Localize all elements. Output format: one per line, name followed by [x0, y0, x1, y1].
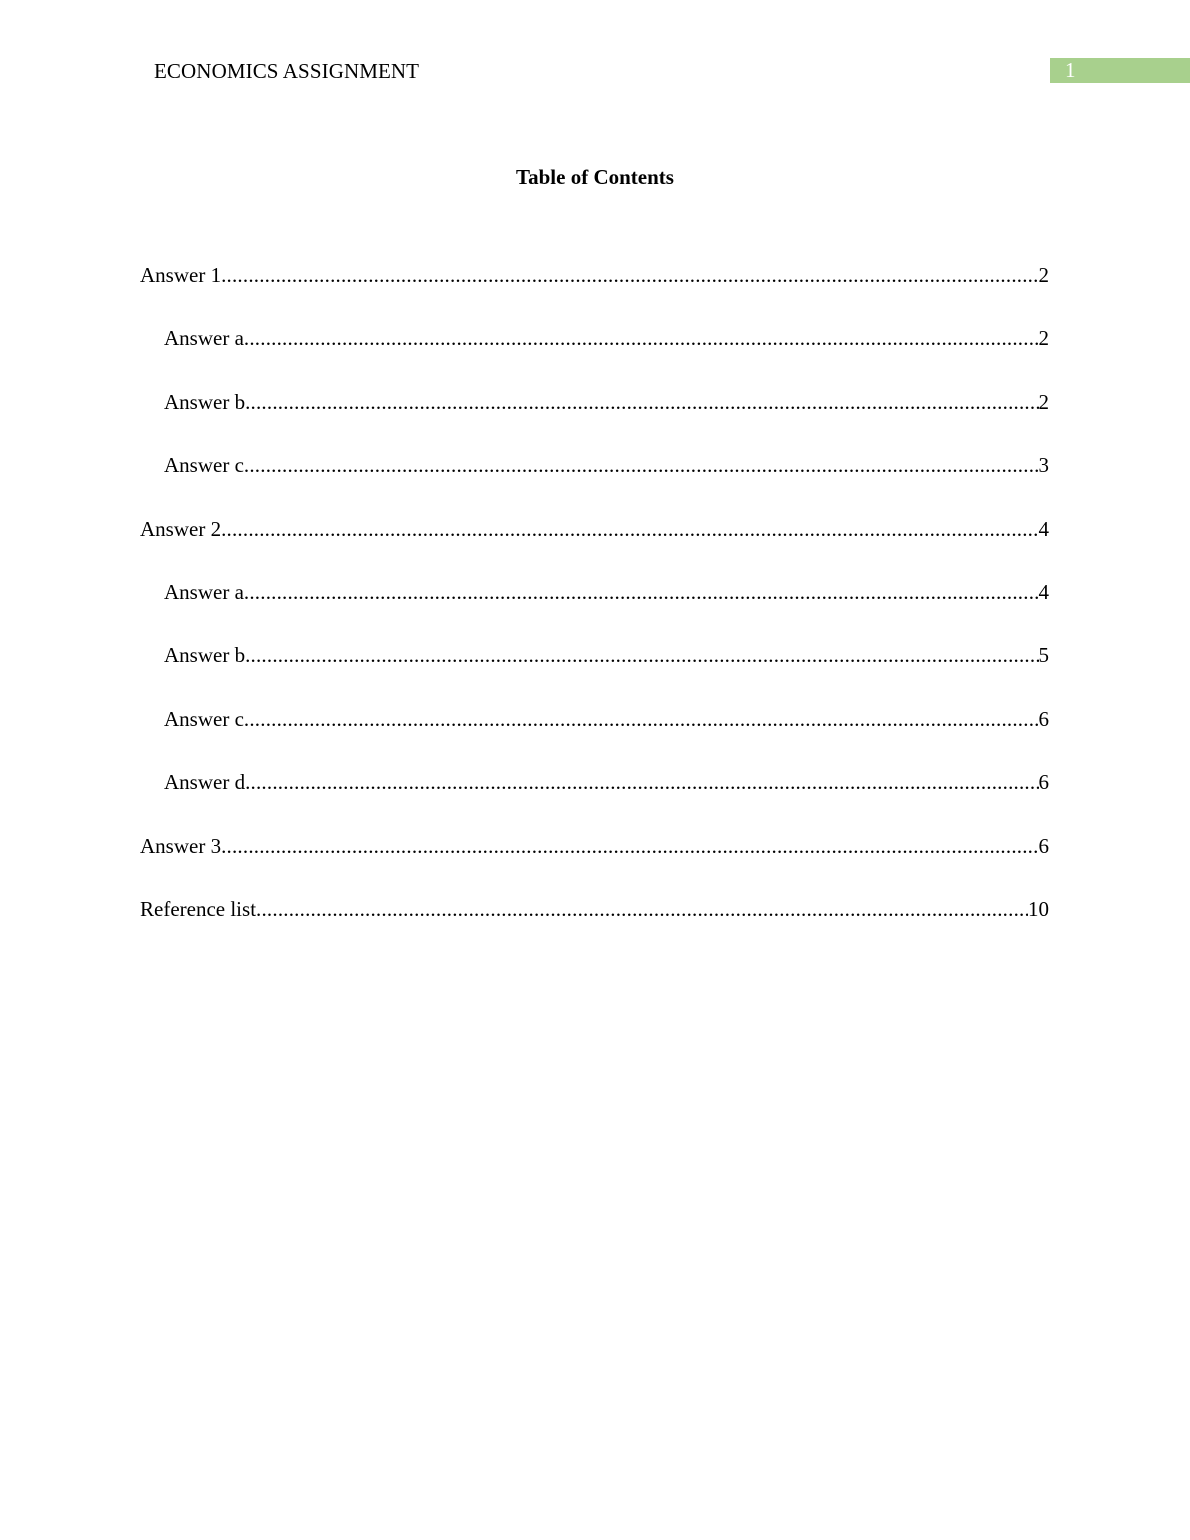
toc-entry-label: Answer 2: [140, 516, 222, 541]
toc-entry-label: Answer c: [164, 706, 244, 731]
toc-entry-answer-1c[interactable]: [140, 452, 1049, 515]
toc-entry-page: 6: [1038, 706, 1049, 731]
toc-entry-label: Answer b: [164, 643, 246, 668]
page-number: 1: [1065, 58, 1076, 82]
toc-dot-leader: [256, 896, 1028, 922]
toc-entry-page: 10: [1028, 896, 1049, 921]
toc-entry-label: Answer b: [164, 389, 246, 414]
toc-dot-leader: [245, 389, 1038, 415]
toc-entry-answer-2a[interactable]: [140, 579, 1049, 642]
toc-entry-page: 2: [1038, 326, 1049, 351]
toc-entry-label: Answer d: [164, 770, 246, 795]
toc-entry-label: Answer 1: [140, 263, 222, 287]
toc-entry-page: 3: [1038, 453, 1049, 478]
toc-dot-leader: [244, 452, 1039, 478]
page-number-badge: [1050, 58, 1190, 83]
toc-entry-page: 6: [1038, 770, 1049, 795]
toc-entry-label: Answer a: [164, 579, 244, 604]
running-head-title: ECONOMICS ASSIGNMENT: [154, 59, 420, 83]
toc-entry-answer-2d[interactable]: [140, 769, 1049, 832]
toc-entry-page: 2: [1038, 263, 1049, 287]
toc-entry-answer-3[interactable]: [140, 833, 1049, 896]
toc-entry-answer-2[interactable]: [140, 516, 1049, 579]
toc-entry-page: 5: [1038, 643, 1049, 668]
toc-entry-answer-2b[interactable]: [140, 642, 1049, 705]
toc-entry-label: Answer c: [164, 453, 244, 478]
toc-dot-leader: [244, 706, 1039, 732]
toc-dot-leader: [244, 325, 1039, 351]
toc-entry-page: 4: [1038, 516, 1049, 541]
toc-entry-answer-2c[interactable]: [140, 706, 1049, 769]
toc-entry-label: Reference list: [140, 896, 257, 921]
toc-entry-answer-1b[interactable]: [140, 389, 1049, 452]
toc-dot-leader: [221, 833, 1038, 859]
toc-dot-leader: [244, 579, 1039, 605]
toc-dot-leader: [221, 516, 1038, 542]
toc-dot-leader: [245, 642, 1038, 668]
toc-dot-leader: [221, 262, 1038, 288]
toc-entry-answer-1a[interactable]: [140, 325, 1049, 388]
toc-entry-answer-1[interactable]: [140, 262, 1049, 325]
toc-list: [140, 262, 1049, 959]
toc-entry-label: Answer 3: [140, 833, 222, 858]
toc-entry-label: Answer a: [164, 326, 244, 351]
toc-entry-page: 4: [1038, 579, 1049, 604]
toc-entry-page: 6: [1038, 833, 1049, 858]
toc-dot-leader: [245, 769, 1038, 795]
toc-entry-page: 2: [1038, 389, 1049, 414]
toc-title: Table of Contents: [516, 165, 674, 189]
toc-entry-reference-list[interactable]: [140, 896, 1049, 959]
